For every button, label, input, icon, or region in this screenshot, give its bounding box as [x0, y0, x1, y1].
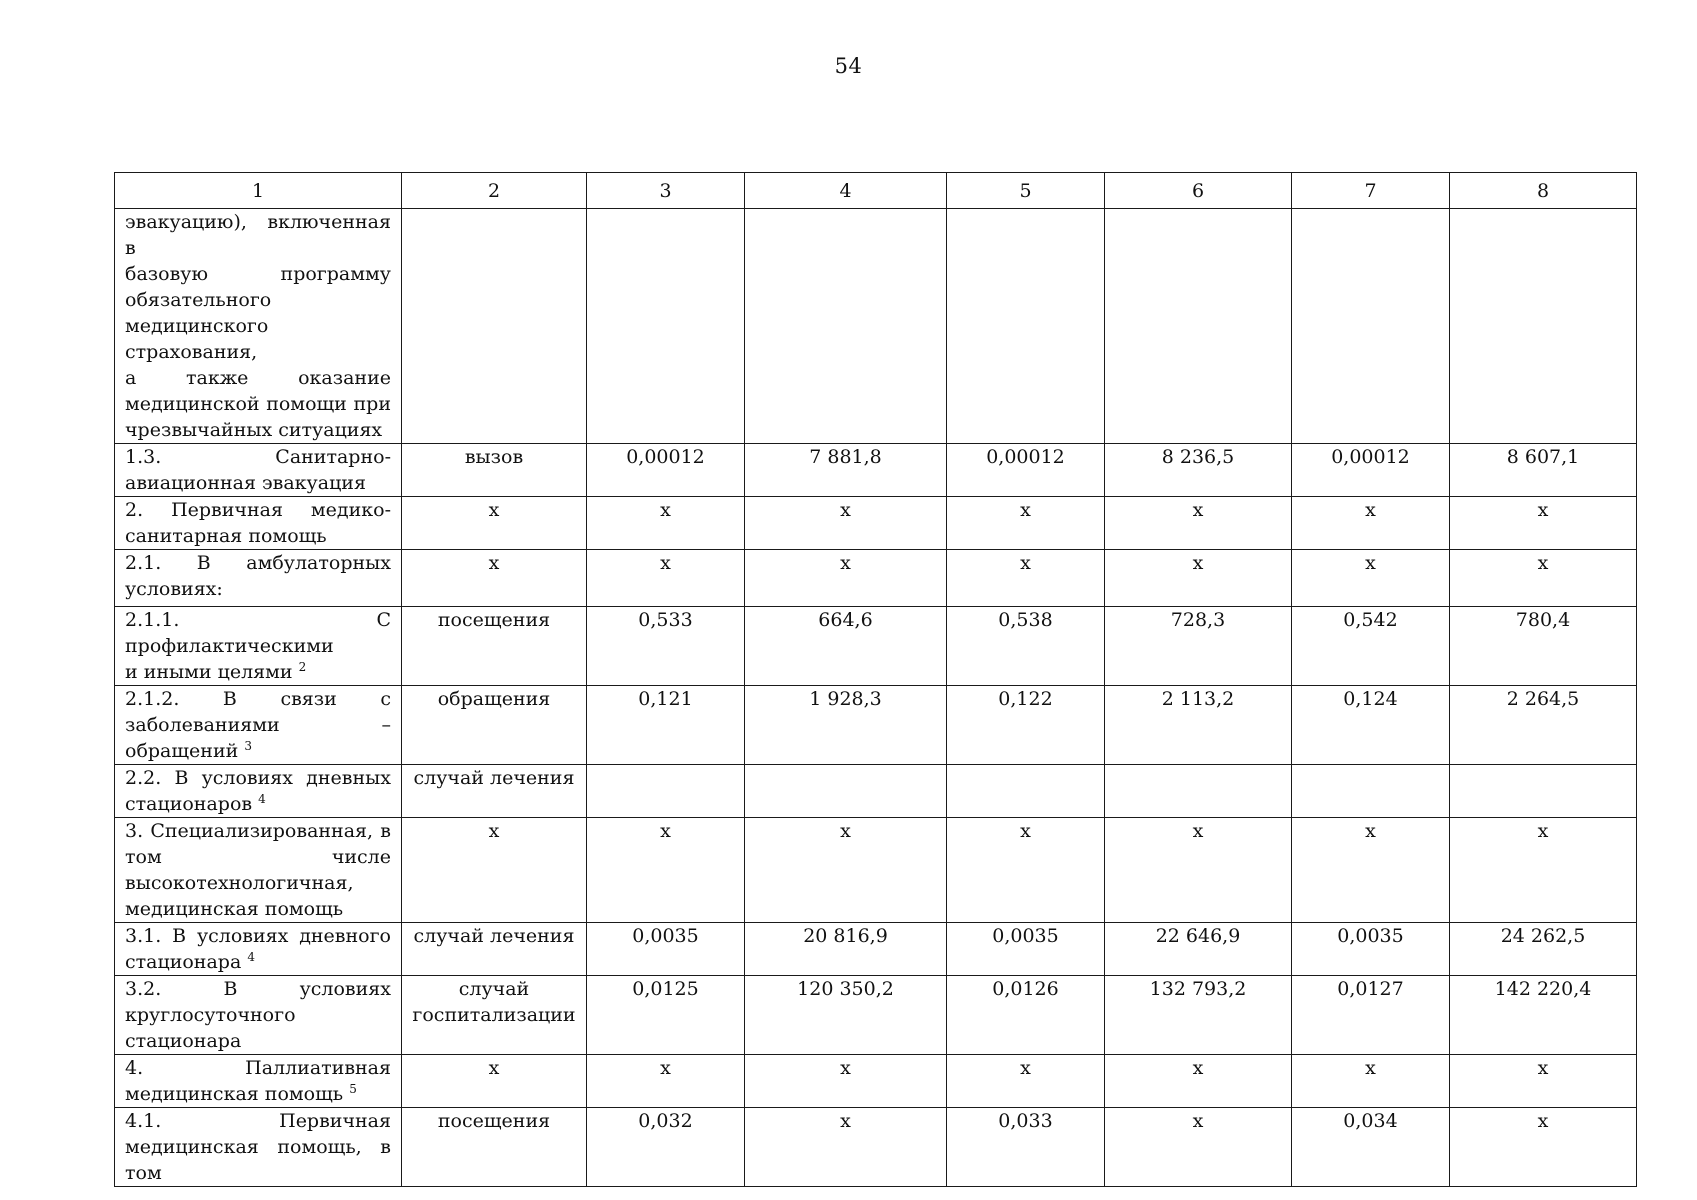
table-row [115, 976, 1637, 1055]
row-label-line: 2.1.2. В связи с [125, 688, 391, 710]
row-label-line: условиях: [125, 578, 223, 600]
unit-line: посещения [437, 1110, 551, 1132]
value-cell: х [1450, 1108, 1637, 1187]
value-cell: 780,4 [1450, 607, 1637, 686]
unit-cell [402, 686, 587, 765]
table-row [115, 1055, 1637, 1108]
unit-cell [402, 550, 587, 607]
row-label-line: а также оказание [125, 367, 391, 389]
unit-cell [402, 923, 587, 976]
value-cell: 0,034 [1292, 1108, 1450, 1187]
value-cell: х [587, 497, 745, 550]
value-cell [745, 209, 947, 444]
value-cell: х [1450, 818, 1637, 923]
row-label-line: том числе [125, 846, 391, 868]
row-label [115, 976, 402, 1055]
header-row [115, 173, 1637, 209]
value-cell: 0,124 [1292, 686, 1450, 765]
value-cell: х [745, 497, 947, 550]
value-cell: 0,122 [947, 686, 1105, 765]
value-cell: х [1105, 818, 1292, 923]
column-header: 3 [587, 173, 745, 209]
unit-cell [402, 818, 587, 923]
value-cell: х [1450, 497, 1637, 550]
row-label-line: 4.1. Первичная [125, 1110, 391, 1132]
table-row [115, 607, 1637, 686]
row-label [115, 1055, 402, 1108]
value-cell: 8 236,5 [1105, 444, 1292, 497]
unit-cell [402, 444, 587, 497]
unit-cell [402, 497, 587, 550]
row-label-line: 3.1. В условиях дневного [125, 925, 391, 947]
footnote-ref: 2 [298, 660, 307, 674]
row-label-line: обязательного [125, 289, 272, 311]
value-cell: х [745, 550, 947, 607]
page-number: 54 [834, 54, 863, 78]
value-cell [745, 765, 947, 818]
column-header: 5 [947, 173, 1105, 209]
value-cell: х [587, 1055, 745, 1108]
table-row [115, 923, 1637, 976]
row-label-line: обращений [125, 740, 239, 762]
unit-line: случай лечения [413, 925, 575, 947]
row-label-line: 2.1.1. С [125, 609, 391, 631]
row-label [115, 444, 402, 497]
unit-cell [402, 976, 587, 1055]
table-row [115, 550, 1637, 607]
row-label-line: профилактическими [125, 635, 334, 657]
value-cell: 20 816,9 [745, 923, 947, 976]
row-label-line: заболеваниями – [125, 714, 391, 736]
value-cell [1105, 209, 1292, 444]
value-cell: х [1292, 497, 1450, 550]
row-label [115, 765, 402, 818]
value-cell: х [1292, 818, 1450, 923]
column-header: 8 [1450, 173, 1637, 209]
value-cell: х [1105, 550, 1292, 607]
footnote-ref: 5 [349, 1082, 357, 1096]
value-cell: х [587, 550, 745, 607]
value-cell: 0,00012 [587, 444, 745, 497]
unit-line: посещения [437, 609, 551, 631]
row-label [115, 497, 402, 550]
row-label [115, 209, 402, 444]
unit-cell [402, 765, 587, 818]
value-cell: х [1105, 1055, 1292, 1108]
value-cell: х [1450, 550, 1637, 607]
row-label-line: санитарная помощь [125, 525, 327, 547]
unit-line: х [488, 820, 500, 842]
value-cell: х [947, 1055, 1105, 1108]
column-header: 6 [1105, 173, 1292, 209]
value-cell: 132 793,2 [1105, 976, 1292, 1055]
row-label-line: 3.2. В условиях [125, 978, 391, 1000]
unit-cell [402, 1108, 587, 1187]
row-label-line: базовую программу [125, 263, 391, 285]
value-cell: 0,00012 [947, 444, 1105, 497]
value-cell: 0,0035 [1292, 923, 1450, 976]
value-cell: 0,0125 [587, 976, 745, 1055]
unit-line: обращения [437, 688, 551, 710]
value-cell: 664,6 [745, 607, 947, 686]
value-cell: 0,0126 [947, 976, 1105, 1055]
table-row [115, 497, 1637, 550]
value-cell: х [1105, 1108, 1292, 1187]
row-label [115, 686, 402, 765]
value-cell: х [745, 1055, 947, 1108]
value-cell [1292, 765, 1450, 818]
footnote-ref: 4 [258, 792, 266, 806]
unit-line: х [488, 499, 500, 521]
row-label-line: медицинской помощи при [125, 393, 391, 415]
row-label-line: чрезвычайных ситуациях [125, 419, 383, 441]
value-cell: 22 646,9 [1105, 923, 1292, 976]
footnote-ref: 3 [244, 739, 252, 753]
value-cell [1105, 765, 1292, 818]
row-label [115, 1108, 402, 1187]
column-header: 7 [1292, 173, 1450, 209]
row-label-line: стационара [125, 951, 242, 973]
value-cell: 0,032 [587, 1108, 745, 1187]
value-cell: 0,542 [1292, 607, 1450, 686]
table-row [115, 1108, 1637, 1187]
row-label-line: медицинская помощь [125, 898, 344, 920]
value-cell: 1 928,3 [745, 686, 947, 765]
table-row [115, 209, 1637, 444]
value-cell [587, 209, 745, 444]
row-label-line: медицинского страхования, [125, 315, 269, 363]
value-cell: х [745, 818, 947, 923]
row-label-line: стационара [125, 1030, 242, 1052]
unit-line: случай [458, 978, 530, 1000]
value-cell: 0,0127 [1292, 976, 1450, 1055]
value-cell: х [1292, 1055, 1450, 1108]
value-cell [947, 765, 1105, 818]
value-cell: х [587, 818, 745, 923]
unit-cell [402, 209, 587, 444]
value-cell [1292, 209, 1450, 444]
footnote-ref: 4 [247, 950, 255, 964]
value-cell: 24 262,5 [1450, 923, 1637, 976]
row-label-line: медицинская помощь, в том [125, 1136, 391, 1184]
row-label-line: стационаров [125, 793, 253, 815]
value-cell: 2 113,2 [1105, 686, 1292, 765]
column-header: 1 [115, 173, 402, 209]
row-label-line: медицинская помощь [125, 1083, 344, 1105]
row-label-line: высокотехнологичная, [125, 872, 354, 894]
row-label [115, 607, 402, 686]
value-cell [1450, 765, 1637, 818]
unit-line: х [488, 1057, 500, 1079]
row-label-line: и иными целями [125, 661, 293, 683]
unit-line: вызов [464, 446, 524, 468]
row-label-line: 2.2. В условиях дневных [125, 767, 391, 789]
unit-cell [402, 1055, 587, 1108]
value-cell [1450, 209, 1637, 444]
value-cell: х [1105, 497, 1292, 550]
row-label [115, 923, 402, 976]
row-label-line: круглосуточного [125, 1004, 296, 1026]
value-cell [587, 765, 745, 818]
unit-line: госпитализации [412, 1004, 576, 1026]
value-cell: х [947, 497, 1105, 550]
unit-line: х [488, 552, 500, 574]
value-cell: 0,033 [947, 1108, 1105, 1187]
unit-line: случай лечения [413, 767, 575, 789]
unit-cell [402, 607, 587, 686]
column-header: 2 [402, 173, 587, 209]
table-row [115, 444, 1637, 497]
value-cell: 728,3 [1105, 607, 1292, 686]
value-cell: 142 220,4 [1450, 976, 1637, 1055]
value-cell: 120 350,2 [745, 976, 947, 1055]
value-cell: х [1292, 550, 1450, 607]
row-label-line: 3. Специализированная, в [125, 820, 391, 842]
row-label-line: 1.3. Санитарно- [125, 446, 391, 468]
value-cell: 0,538 [947, 607, 1105, 686]
value-cell: 0,00012 [1292, 444, 1450, 497]
value-cell: 2 264,5 [1450, 686, 1637, 765]
value-cell: 0,0035 [587, 923, 745, 976]
data-table [114, 172, 1637, 1187]
value-cell: х [947, 818, 1105, 923]
value-cell: х [947, 550, 1105, 607]
value-cell: 0,0035 [947, 923, 1105, 976]
value-cell: х [745, 1108, 947, 1187]
value-cell: 0,121 [587, 686, 745, 765]
row-label-line: авиационная эвакуация [125, 472, 366, 494]
value-cell [947, 209, 1105, 444]
row-label [115, 550, 402, 607]
table-row [115, 765, 1637, 818]
value-cell: х [1450, 1055, 1637, 1108]
row-label-line: эвакуацию), включенная в [125, 211, 391, 259]
table-row [115, 818, 1637, 923]
value-cell: 7 881,8 [745, 444, 947, 497]
value-cell: 0,533 [587, 607, 745, 686]
column-header: 4 [745, 173, 947, 209]
row-label-line: 2.1. В амбулаторных [125, 552, 391, 574]
row-label-line: 2. Первичная медико- [125, 499, 391, 521]
row-label [115, 818, 402, 923]
table-row [115, 686, 1637, 765]
row-label-line: 4. Паллиативная [125, 1057, 391, 1079]
value-cell: 8 607,1 [1450, 444, 1637, 497]
